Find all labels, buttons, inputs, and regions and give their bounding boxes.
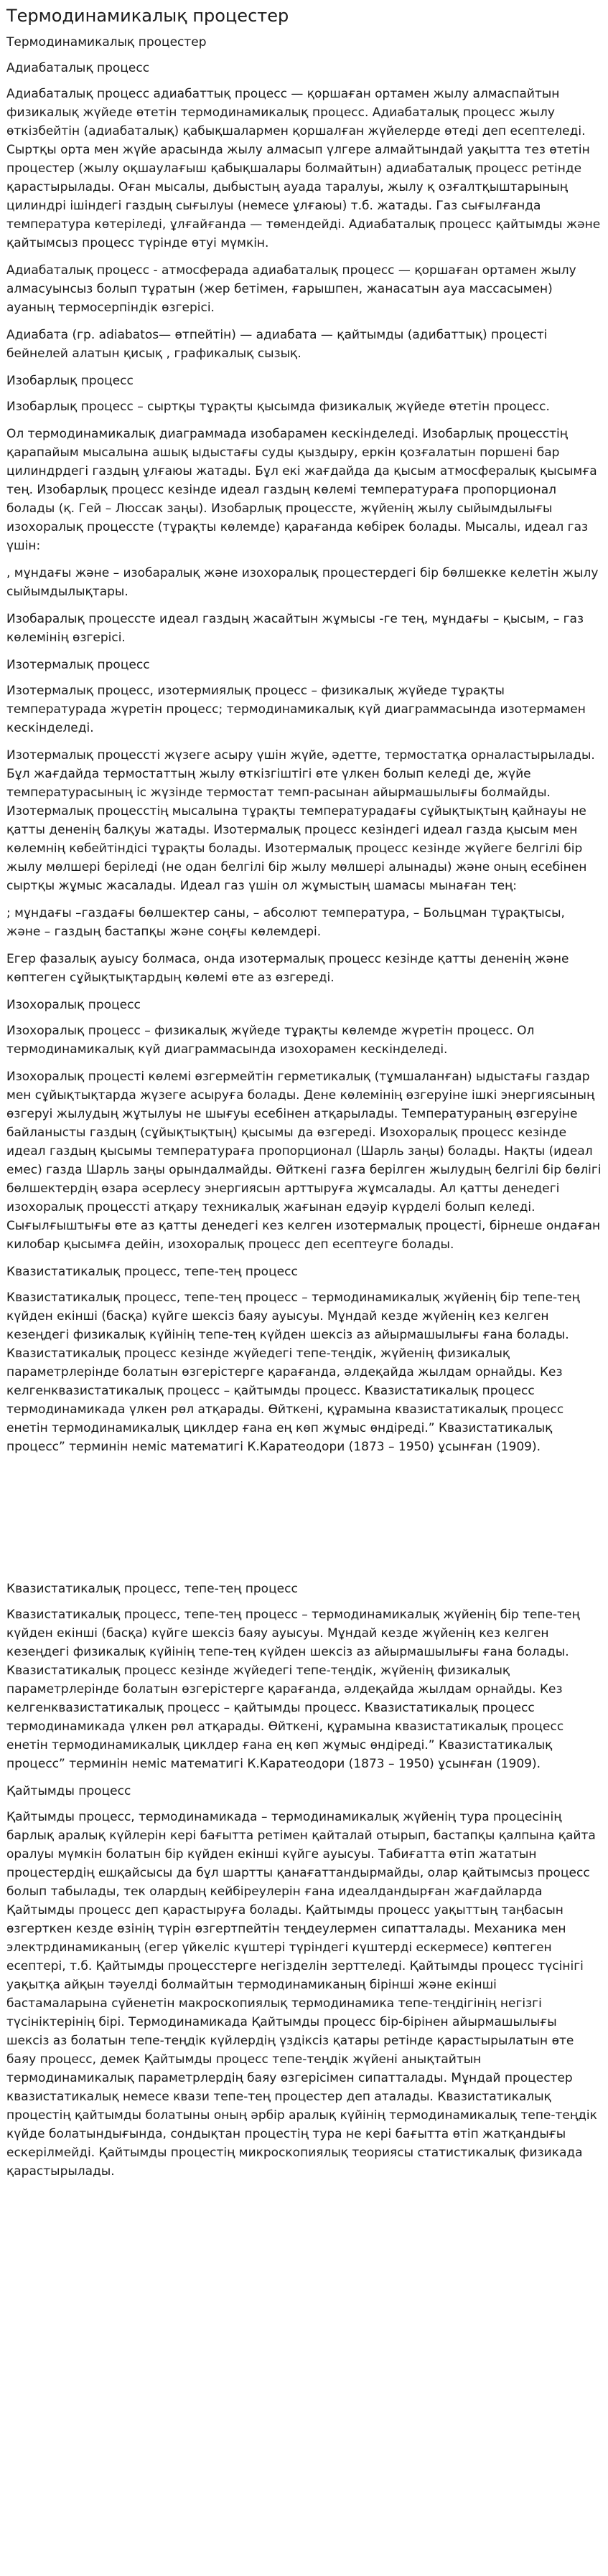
section-isothermal bbox=[6, 656, 602, 987]
section-quasistatic-repeat bbox=[6, 1580, 602, 1773]
page-title: Термодинамикалық процестер bbox=[6, 6, 289, 26]
section-heading: Изохоралық процесс bbox=[6, 998, 141, 1012]
section-heading: Изобарлық процесс bbox=[6, 374, 134, 388]
paragraph: Квазистатикалық процесс, тепе-тең процесс – термодинамикалық жүйенің бір тепе-тең күйден екінші (басқа) күйге шексіз баяу ауысуы. Мұндай кезде жүйенің кез келген кезеңдегі физикалық күйінің тепе-тең күйден шексіз аз айырмашылығы ғана болады. Квазистатикалық процесс кезінде жүйедегі тепе-теңдік, жүйенің физикалық параметрлерінде болатын өзгерістерге қарағанда, әлдеқайда жылдам орнайды. Кез келгенквазистатикалық процесс – қайтымды процесс. Квазистатикалық процесс термодинамикада үлкен рөл атқарады. Өйткені, құрамына квазистатикалық процесс енетін термодинамикалық циклдер ғана ең көп жұмыс өндіреді.” Квазистатикалық процесс” терминін неміс математигі К.Каратеодори (1873 – 1950) ұсынған (1909). bbox=[6, 1291, 580, 1454]
paragraph: Изотермалық процесс, изотермиялық процесс – физикалық жүйеде тұрақты температурада жүретін процесс; термодинамикалық күй диаграммасында изотермамен кескінделеді. bbox=[6, 684, 586, 735]
paragraph: Ол термодинамикалық диаграммада изобарамен кескінделеді. Изобарлық процесстің қарапайым мысалына ашық ыдыстағы суды қыздыру, еркін қозғалатын поршені бар цилиндрдегі газдың ұлғаюы жатады. Бұл екі жағдайда да қысым атмосфералық қысымға тең. Изобарлық процесс кезінде идеал газдың көлемі температураға пропорционал болады (қ. Гей – Люссак заңы). Изобарлық процессте, жүйенің жылу сыйымдылығы изохоралық процессте (тұрақты көлемде) қарағанда көбірек болады. Мысалы, идеал газ үшін: bbox=[6, 427, 597, 553]
blank-gap bbox=[6, 1465, 602, 1572]
section-adiabatic bbox=[6, 59, 602, 363]
paragraph: Адиабата (гр. adiabatos— өтпейтін) — адиабата — қайтымды (адибаттық) процесті бейнелей алатын қисық , графикалық сызық. bbox=[6, 328, 548, 361]
paragraph: Изобарлық процесс – сыртқы тұрақты қысымда физикалық жүйеде өтетін процесс. bbox=[6, 400, 550, 414]
paragraph: Егер фазалық ауысу болмаса, онда изотермалық процесс кезінде қатты дененің және көптеген сұйықтықтардың көлемі өте аз өзгереді. bbox=[6, 952, 569, 985]
paragraph: Квазистатикалық процесс, тепе-тең процесс – термодинамикалық жүйенің бір тепе-тең күйден екінші (басқа) күйге шексіз баяу ауысуы. Мұндай кезде жүйенің кез келген кезеңдегі физикалық күйінің тепе-тең күйден шексіз аз айырмашылығы ғана болады. Квазистатикалық процесс кезінде жүйедегі тепе-теңдік, жүйенің физикалық параметрлерінде болатын өзгерістерге қарағанда, әлдеқайда жылдам орнайды. Кез келгенквазистатикалық процесс – қайтымды процесс. Квазистатикалық процесс термодинамикада үлкен рөл атқарады. Өйткені, құрамына квазистатикалық процесс енетін термодинамикалық циклдер ғана ең көп жұмыс өндіреді.” Квазистатикалық процесс” терминін неміс математигі К.Каратеодори (1873 – 1950) ұсынған (1909). bbox=[6, 1608, 580, 1771]
paragraph: Изотермалық процессті жүзеге асыру үшін жүйе, әдетте, термостатқа орналастырылады. Бұл жағдайда термостаттың жылу өткізгіштігі өте үлкен болып келеді де, жүйе температурасының іс жүзінде термостат темп-расынан айырмашылығы болмайды. Изотермалық процесстің мысалына тұрақты температурадағы сұйықтықтың қайнауы не қатты дененің балқуы жатады. Изотермалық процесс кезіндегі идеал газда қысым мен көлемнің көбейтіндісі тұрақты болады. Изотермалық процесс кезінде жүйеге белгілі бір жылу мөлшері беріледі (не одан белгілі бір жылу мөлшері алынады) және оның есебінен сыртқы жұмыс жасалады. Идеал газ үшін ол жұмыстың шамасы мынаған тең: bbox=[6, 748, 595, 893]
page-subtitle: Термодинамикалық процестер bbox=[6, 35, 207, 49]
paragraph: Қайтымды процесс, термодинамикада – термодинамикалық жүйенің тура процесінің барлық аралық күйлерін кері бағытта ретімен қайталай отырып, бастапқы қалпына қайта оралуы мүмкін болатын бір күйден екінші күйге ауысуы. Табиғатта өтіп жататын процестердің ешқайсысы да бұл шартты қанағаттандырмайды, олар қайтымсыз процесс болып табылады, тек олардың кейбіреулерін ғана идеалдандырған жағдайларда Қайтымды процесс деп қарастыруға болады. Қайтымды процесс уақыттың таңбасын өзгерткен кезде өзінің түрін өзгертпейтін теңдеулермен сипатталады. Механика мен электрдинамиканың (егер үйкеліс күштері түріндегі күштерді ескермесе) көптеген есептері, т.б. Қайтымды процесстерге негізделін зерттеледі. Қайтымды процесс түсінігі уақытқа айқын тәуелді болмайтын термодинамиканың бірінші және екінші бастамаларына сүйенетін макроскопиялық термодинамика тепе-теңдігінің негізгі түсініктерінің бірі. Термодинамикада Қайтымды процесс бір-бірінен айырмашылығы шексіз аз болатын тепе-теңдік күйлердің үздіксіз қатары ретінде қарастырылатын өте баяу процесс, демек Қайтымды процесс тепе-теңдік жүйені анықтайтын термодинамикалық параметрлердің баяу өзгерісімен сипатталады. Мұндай процестер квазистатикалық немесе квази тепе-тең процестер деп аталады. Квазистатикалық процестің қайтымды болатыны оның әрбір аралық күйінің термодинамикалық тепе-теңдік күйде болатындығында, сондықтан процестің тура не кері бағытта өтіп жатқандығы ескерілмейді. Қайтымды процестің микроскопиялық теориясы статистикалық физикада қарастырылады. bbox=[6, 1810, 597, 2179]
section-heading: Квазистатикалық процесс, тепе-тең процесс bbox=[6, 1265, 298, 1279]
paragraph: Изохоралық процесті көлемі өзгермейтін герметикалық (тұмшаланған) ыдыстағы газдар мен сұйықтықтарда жүзеге асыруға болады. Дене көлемінің өзгеруіне ішкі энергиясының өзгеруі жылудың жұтылуы не шығуы есебінен атқарылады. Температураның өзгеруіне байланысты газдың (сұйықтықтың) қысымы да өзгереді. Изохоралық процесс кезінде идеал газдың қысымы температураға пропорционал (Шарль заңы) болады. Нақты (идеал емес) газда Шарль заңы орындалмайды. Өйткені газға берілген жылудың белгілі бір бөлігі бөлшектердің өзара әсерлесу энергиясын арттыруға жұмсалады. Ал қатты денедегі изохоралық процессті атқару техникалық жағынан едәуір күрделі болып келеді. Сығылғыштығы өте аз қатты денедегі кез келген изотермалық процесті, бірнеше ондаған килобар қысымға дейін, изохоралық процесс деп есептеуге болады. bbox=[6, 1070, 602, 1252]
section-reversible bbox=[6, 1782, 602, 2181]
section-heading: Изотермалық процесс bbox=[6, 658, 150, 672]
section-isochoric bbox=[6, 996, 602, 1254]
paragraph: , мұндағы және – изобаралық және изохоралық процестердегі бір бөлшекке келетін жылу сыйымдылықтары. bbox=[6, 566, 599, 599]
paragraph: Изохоралық процесс – физикалық жүйеде тұрақты көлемде жүретін процесс. Ол термодинамикалық күй диаграммасында изохорамен кескінделеді. bbox=[6, 1024, 535, 1057]
paragraph: Адиабаталық процесс - атмосферада адиабаталық процесс — қоршаған ортамен жылу алмасуынсыз болып тұратын (жер бетімен, ғарышпен, жанасатын ауа массасымен) ауаның термосерпіндік өзгерісі. bbox=[6, 263, 576, 315]
section-heading: Адиабаталық процесс bbox=[6, 61, 150, 75]
paragraph: Адиабаталық процесс адиабаттық процесс — қоршаған ортамен жылу алмаспайтын физикалық жүйеде өтетін термодинамикалық процесс. Адиабаталық процесс жылу өткізбейтін (адиабаталық) қабықшалармен қоршалған жүйелерде өтеді деп есептеледі. Сыртқы орта мен жүйе арасында жылу алмасып үлгере алмайтындай уақытта тез өтетін процестер (жылу оқшаулағыш қабықшалары болмайтын) адиабаталық процесс ретінде қарастырылады. Оған мысалы, дыбыстың ауада таралуы, жылу қ озғалтқыштарының цилиндрі ішіндегі газдың сығылуы (немесе ұлғаюы) т.б. жатады. Газ сығылғанда температура көтеріледі, ұлғайғанда — төмендейді. Адиабаталық процесс қайтымды және қайтымсыз процесс түрінде өтуі мүмкін. bbox=[6, 87, 601, 250]
section-quasistatic bbox=[6, 1263, 602, 1456]
section-heading: Квазистатикалық процесс, тепе-тең процесс bbox=[6, 1582, 298, 1596]
paragraph: Изобаралық процессте идеал газдың жасайтын жұмысы -ге тең, мұндағы – қысым, – газ көлемінің өзгерісі. bbox=[6, 612, 584, 645]
section-isobaric bbox=[6, 372, 602, 647]
paragraph: ; мұндағы –газдағы бөлшектер саны, – абсолют температура, – Больцман тұрақтысы, және – газдың бастапқы және соңғы көлемдері. bbox=[6, 906, 565, 939]
section-heading: Қайтымды процесс bbox=[6, 1784, 131, 1798]
